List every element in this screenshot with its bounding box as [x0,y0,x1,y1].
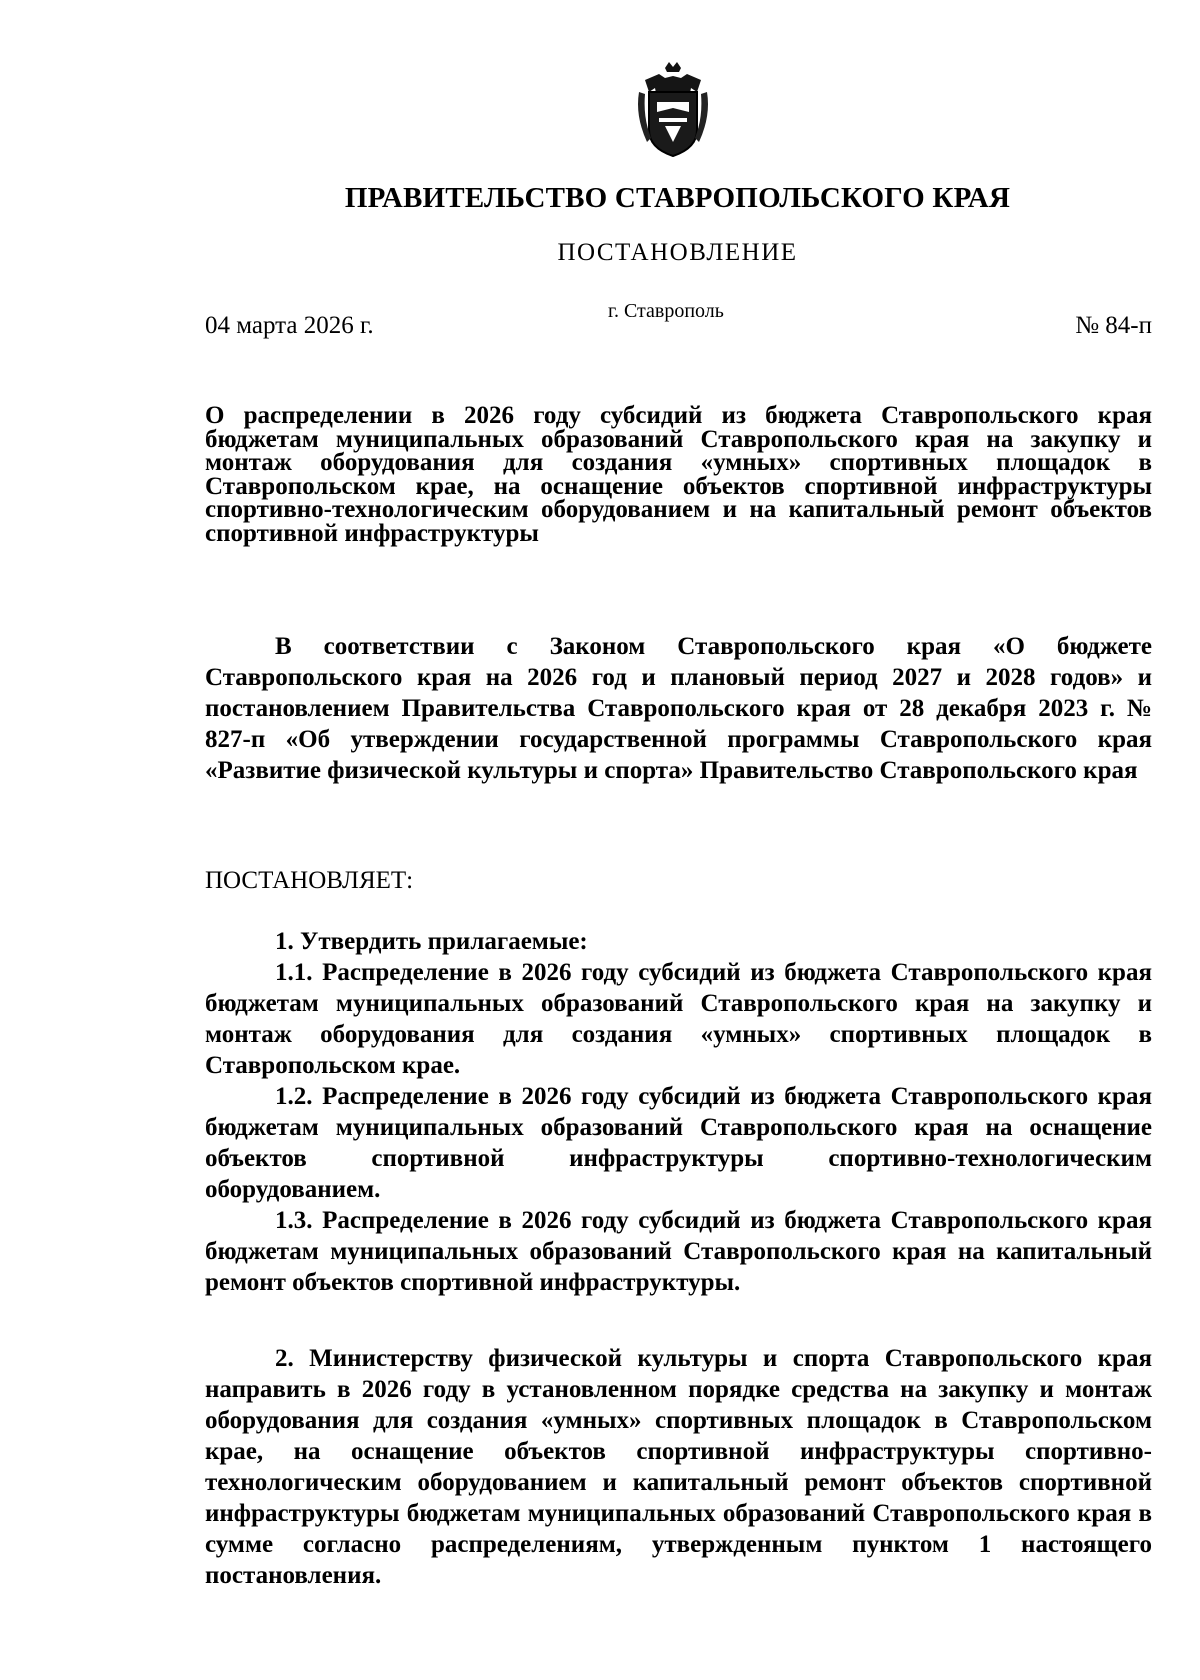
item-1-1: 1.1. Распределение в 2026 году субсидий из бюджета Ставропольского края бюджетам муниципальных образований Ставропольского края на закупку и монтаж оборудования для создания «умных» спортивных площадок в Ставропольском крае. [205,959,1152,1079]
document-city: г. Ставрополь [608,300,724,322]
item-1-3: 1.3. Распределение в 2026 году субсидий из бюджета Ставропольского края бюджетам муниципальных образований Ставропольского края на капитальный ремонт объектов спортивной инфраструктуры. [205,1207,1152,1296]
government-title: ПРАВИТЕЛЬСТВО СТАВРОПОЛЬСКОГО КРАЯ [344,182,1011,214]
document-number: № 84-п [1075,312,1152,339]
document-subject: О распределении в 2026 году субсидий из бюджета Ставропольского края бюджетам муниципальных образований Ставропольского края на закупку и монтаж оборудования для создания «умных» спортивных площадок в Ставропольском крае, на оснащение объектов спортивной инфраструктуры спортивно-технологическим оборудованием и на капитальный ремонт объектов спортивной инфраструктуры [205,402,1152,547]
item-1-2: 1.2. Распределение в 2026 году субсидий из бюджета Ставропольского края бюджетам муниципальных образований Ставропольского края на оснащение объектов спортивной инфраструктуры спортивно-технологическим оборудованием. [205,1083,1152,1203]
item-2: 2. Министерству физической культуры и спорта Ставропольского края направить в 2026 году в установленном порядке средства на закупку и монтаж оборудования для создания «умных» спортивных площадок в Ставропольском крае, на оснащение объектов спортивной инфраструктуры спортивно-технологическим оборудованием и капитальный ремонт объектов спортивной инфраструктуры бюджетам муниципальных образований Ставропольского края в сумме согласно распределениям, утвержденным пунктом 1 настоящего постановления. [205,1345,1152,1589]
preamble-text: В соответствии с Законом Ставропольского края «О бюджете Ставропольского края на 2026 год и плановый период 2027 и 2028 годов» и постановлением Правительства Ставропольского края от 28 декабря 2023 г. № 827-п «Об утверждении государственной программы Ставропольского края «Развитие физической культуры и спорта» Правительство Ставропольского края [205,633,1152,784]
item-2-paragraph [205,1343,1152,1591]
preamble-paragraph [205,631,1152,786]
resolution-items [205,926,1152,1298]
coat-of-arms-icon [635,62,711,158]
document-type: ПОСТАНОВЛЕНИЕ [557,239,798,266]
document-date: 04 марта 2026 г. [205,312,374,339]
item-1: 1. Утвердить прилагаемые: [275,928,588,955]
resolves-heading: ПОСТАНОВЛЯЕТ: [205,867,414,894]
